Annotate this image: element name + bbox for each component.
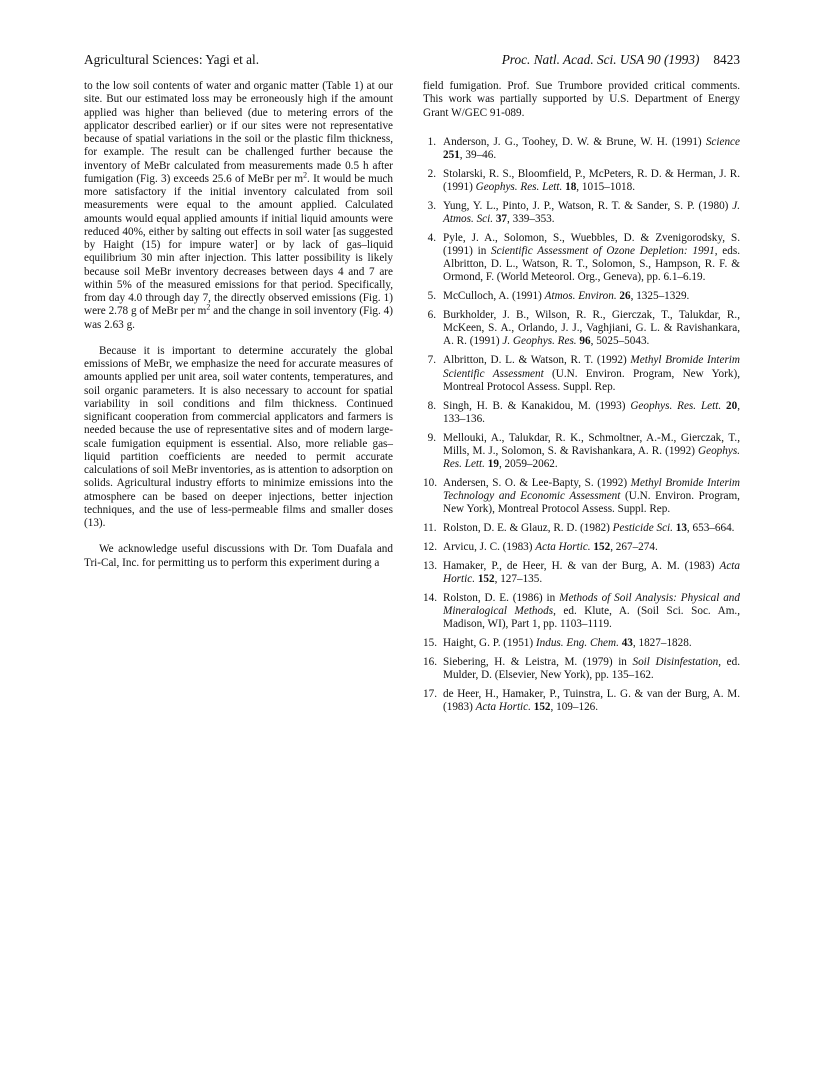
reference-item: 2. Stolarski, R. S., Bloomfield, P., McPeters, R. D. & Herman, J. R. (1991) Geophys. Res. Lett. 18, 1015–1018.: [427, 167, 740, 193]
reference-item: 3. Yung, Y. L., Pinto, J. P., Watson, R. T. & Sander, S. P. (1980) J. Atmos. Sci. 37, 339–353.: [427, 199, 740, 225]
reference-item: 15. Haight, G. P. (1951) Indus. Eng. Chem. 43, 1827–1828.: [423, 637, 692, 650]
reference-item: 1. Anderson, J. G., Toohey, D. W. & Brune, W. H. (1991) Science 251, 39–46.: [427, 135, 740, 161]
journal-name: Proc. Natl. Acad. Sci. USA 90 (1993): [501, 52, 700, 67]
body-paragraph: Because it is important to determine accurately the global emissions of MeBr, we emphasize the need for accurate measures of amounts applied per unit area, soil water contents, temperatures, and soil organic parameters. It is also necessary to account for spatial variability in soil conditions and film thickness. Continued significant cooperation from commercial applicators and farmers is needed because the use of representative sites and of modern large-scale fumigation equipment is essential. Also, more reliable gas–liquid partition coefficients are needed to permit accurate calculations of soil MeBr inventories, as is attention to adsorption on solids. Agricultural industry efforts to minimize emissions into the atmosphere can be based on deeper injections, better injection techniques, and the use of less-permeable films and smaller doses (13).: [84, 344, 393, 529]
acknowledgment-continued: field fumigation. Prof. Sue Trumbore provided critical comments. This work was partially supported by U.S. Department of Energy Grant W/GEC 91-089.: [423, 80, 740, 119]
reference-item: 6. Burkholder, J. B., Wilson, R. R., Gierczak, T., Talukdar, R., McKeen, S. A., Orlando, J. J., Vaghjiani, G. L. & Ravishankara, A. R. (1991) J. Geophys. Res. 96, 5025–5043.: [427, 309, 740, 348]
reference-item: 10. Andersen, S. O. & Lee-Bapty, S. (1992) Methyl Bromide Interim Technology and Economic Assessment (U.N. Environ. Program, New York), Montreal Protocol Assess. Suppl. Rep.: [423, 476, 740, 516]
reference-item: 7. Albritton, D. L. & Watson, R. T. (1992) Methyl Bromide Interim Scientific Assessment (U.N. Environ. Program, New York), Montreal Protocol Assess. Suppl. Rep.: [427, 354, 740, 393]
reference-item: 14. Rolston, D. E. (1986) in Methods of Soil Analysis: Physical and Mineralogical Methods, ed. Klute, A. (Soil Sci. Soc. Am., Madison, WI), Part 1, pp. 1103–1119.: [423, 592, 740, 631]
journal-section: Agricultural Sciences: Yagi et al.: [84, 52, 260, 67]
running-header: [84, 52, 740, 70]
acknowledgment: We acknowledge useful discussions with Dr. Tom Duafala and Tri-Cal, Inc. for permitting us to perform this experiment during a: [84, 543, 393, 569]
reference-item: 5. McCulloch, A. (1991) Atmos. Environ. 26, 1325–1329.: [427, 290, 690, 303]
page-number: 8423: [713, 52, 740, 67]
body-paragraph: to the low soil contents of water and organic matter (Table 1) at our site. But our estimated loss may be erroneously high if the amount applied was higher than believed (due to metering errors of the applicator described earlier) or if our sites were not representative because of spatial variations in the soil or the plastic film thickness, for example. The result can be challenged further because the inventory of MeBr calculated from measurements made 0.5 h after fumigation (Fig. 3) exceeds 25.6 of MeBr per $m^2$. It would be much more satisfactory if the initial inventory calculated from soil measurements were equal to the amount applied. Calculated amounts would equal applied amounts if initial liquid amounts were reduced 40%, either by salting out effects in soil water [as suggested by Haight (15) for impure water] or by lack of gas–liquid equilibrium 30 min after injection. This latter possibility is likely because soil MeBr inventory decreases between days 4 and 7 are within 5% of the measured emissions for that period. Specifically, from day 4.0 through day 7, the directly observed emissions (Fig. 1) were 2.78 g of MeBr per $m^2$ and the change in soil inventory (Fig. 4) was 2.63 g.: [84, 80, 393, 331]
reference-item: 8. Singh, H. B. & Kanakidou, M. (1993) Geophys. Res. Lett. 20, 133–136.: [427, 399, 741, 425]
journal-citation: [502, 52, 740, 68]
reference-item: 11. Rolston, D. E. & Glauz, R. D. (1982) Pesticide Sci. 13, 653–664.: [423, 522, 735, 534]
reference-item: 12. Arvicu, J. C. (1983) Acta Hortic. 152, 267–274.: [423, 540, 658, 553]
left-column: [84, 80, 393, 570]
reference-item: 16. Siebering, H. & Leistra, M. (1979) in Soil Disinfestation, ed. Mulder, D. (Elsevier, New York), pp. 135–162.: [423, 656, 741, 682]
reference-item: 4. Pyle, J. A., Solomon, S., Wuebbles, D. & Zvenigorodsky, S. (1991) in Scientific Assessment of Ozone Depletion: 1991, eds. Albritton, D. L., Watson, R. T., Solomon, S., Hampson, R. F. & Ormond, F. (World Meteorol. Org., Geneva), pp. 6.1–6.19.: [427, 231, 740, 284]
reference-item: 17. de Heer, H., Hamaker, P., Tuinstra, L. G. & van der Burg, A. M. (1983) Acta Hortic. 152, 109–126.: [423, 688, 740, 714]
reference-list: [423, 136, 740, 715]
reference-item: 9. Mellouki, A., Talukdar, R. K., Schmoltner, A.-M., Gierczak, T., Mills, M. J., Solomon, S. & Ravishankara, A. R. (1992) Geophys. Res. Lett. 19, 2059–2062.: [427, 431, 740, 470]
right-column: [423, 80, 740, 720]
reference-item: 13. Hamaker, P., de Heer, H. & van der Burg, A. M. (1983) Acta Hortic. 152, 127–135.: [423, 559, 740, 586]
